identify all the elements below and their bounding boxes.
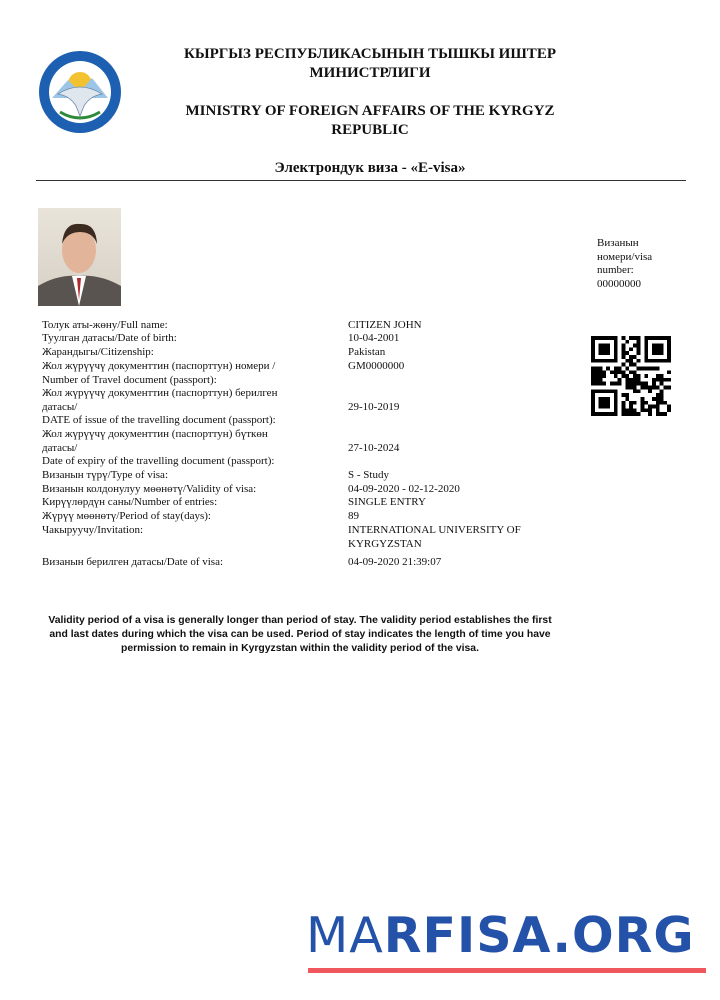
field-label bbox=[42, 319, 342, 333]
field-label bbox=[42, 524, 342, 538]
logo-part: .ORG bbox=[552, 907, 695, 964]
logo-part: RFISA bbox=[383, 907, 553, 964]
field-label-line: DATE of issue of the travelling document (passport): bbox=[42, 414, 276, 427]
visa-number-label: номери/visa bbox=[597, 250, 653, 263]
field-label bbox=[42, 428, 342, 469]
field-value-line: 27-10-2024 bbox=[348, 441, 400, 454]
field-value bbox=[348, 442, 608, 456]
field-label bbox=[42, 510, 342, 524]
field-value-line: SINGLE ENTRY bbox=[348, 496, 426, 508]
field-value-line: 89 bbox=[348, 510, 359, 522]
field-label-line: Жол жүрүүчү документтин (паспорттун) бүткөн bbox=[42, 428, 268, 440]
field-label-line: Визанын түрү/Type of visa: bbox=[42, 469, 169, 481]
field-label-line: Визанын колдонулуу мөөнөтү/Validity of visa: bbox=[42, 483, 257, 495]
field-value-line: GM0000000 bbox=[348, 360, 405, 372]
field-value bbox=[348, 496, 608, 510]
heading-line: REPUBLIC bbox=[331, 122, 409, 138]
header-divider bbox=[36, 180, 686, 181]
document-title: Электрондук виза - «E-visa» bbox=[274, 160, 466, 176]
heading-line: MINISTRY OF FOREIGN AFFAIRS OF THE KYRGYZ bbox=[185, 103, 555, 119]
field-label-line: датасы/ bbox=[42, 441, 78, 454]
field-value-line: 29-10-2019 bbox=[348, 400, 400, 413]
logo-part: MA bbox=[306, 907, 384, 964]
field-label-line: Жол жүрүүчү документтин (паспорттун) берилген bbox=[42, 387, 278, 399]
field-label bbox=[42, 496, 342, 510]
field-label-line: Жүрүү мөөнөтү/Period of stay(days): bbox=[42, 510, 211, 522]
ministry-name-english bbox=[130, 102, 610, 140]
field-value-line: INTERNATIONAL UNIVERSITY OF bbox=[348, 524, 521, 536]
field-label-line: Чакыруучу/Invitation: bbox=[42, 524, 144, 536]
field-label-line: Кирүүлөрдүн саны/Number of entries: bbox=[42, 496, 218, 508]
field-value-line: 04-09-2020 21:39:07 bbox=[348, 556, 442, 568]
field-value bbox=[348, 556, 608, 570]
heading-line: КЫРГЫЗ РЕСПУБЛИКАСЫНЫН ТЫШКЫ ИШТЕР bbox=[184, 46, 556, 62]
field-value bbox=[348, 483, 608, 497]
field-value-line: Pakistan bbox=[348, 346, 386, 358]
field-label-line: Визанын берилген датасы/Date of visa: bbox=[42, 556, 224, 568]
kyrgyz-emblem-icon bbox=[38, 50, 122, 134]
field-value-line: S - Study bbox=[348, 469, 389, 481]
marfisa-watermark-logo bbox=[306, 908, 695, 964]
field-value bbox=[348, 332, 608, 346]
visa-number-label: number: bbox=[597, 264, 634, 276]
heading-line: МИНИСТРЛИГИ bbox=[309, 65, 431, 81]
field-label-line: Туулган датасы/Date of birth: bbox=[42, 332, 177, 344]
field-label-line: Жарандыгы/Citizenship: bbox=[42, 346, 154, 358]
field-label bbox=[42, 332, 342, 346]
field-value bbox=[348, 360, 608, 374]
field-value-line: CITIZEN JOHN bbox=[348, 319, 422, 331]
field-value bbox=[348, 346, 608, 360]
field-label bbox=[42, 387, 342, 428]
field-value-line: 04-09-2020 - 02-12-2020 bbox=[348, 483, 460, 495]
field-label bbox=[42, 483, 342, 497]
field-label bbox=[42, 360, 342, 387]
field-value bbox=[348, 401, 608, 415]
field-label bbox=[42, 346, 342, 360]
field-value bbox=[348, 469, 608, 483]
ministry-name-kyrgyz bbox=[130, 45, 610, 83]
applicant-photo bbox=[38, 208, 121, 306]
field-value bbox=[348, 524, 608, 551]
visa-number-label: Визанын bbox=[597, 237, 639, 249]
field-label-line: датасы/ bbox=[42, 400, 78, 413]
field-value-line: 10-04-2001 bbox=[348, 332, 400, 344]
field-label-line: Number of Travel document (passport): bbox=[42, 373, 217, 386]
field-value bbox=[348, 510, 608, 524]
logo-underline bbox=[308, 968, 706, 973]
visa-number-value: 00000000 bbox=[597, 277, 641, 290]
field-label-line: Толук аты-жөну/Full name: bbox=[42, 319, 168, 331]
field-value bbox=[348, 319, 608, 333]
field-label-line: Date of expiry of the travelling document (passport): bbox=[42, 455, 275, 468]
validity-note: Validity period of a visa is generally longer than period of stay. The validity period establishes the first and last dates during which the visa can be used. Period of stay indicates the length of time you have permission to remain in Kyrgyzstan within the validity period of the visa. bbox=[48, 615, 552, 654]
field-label-line: Жол жүрүүчү документтин (паспорттун) номери / bbox=[42, 360, 276, 372]
field-label bbox=[42, 469, 342, 483]
field-value-line: KYRGYZSTAN bbox=[348, 537, 422, 550]
visa-number-block bbox=[597, 237, 677, 291]
field-label bbox=[42, 556, 342, 570]
